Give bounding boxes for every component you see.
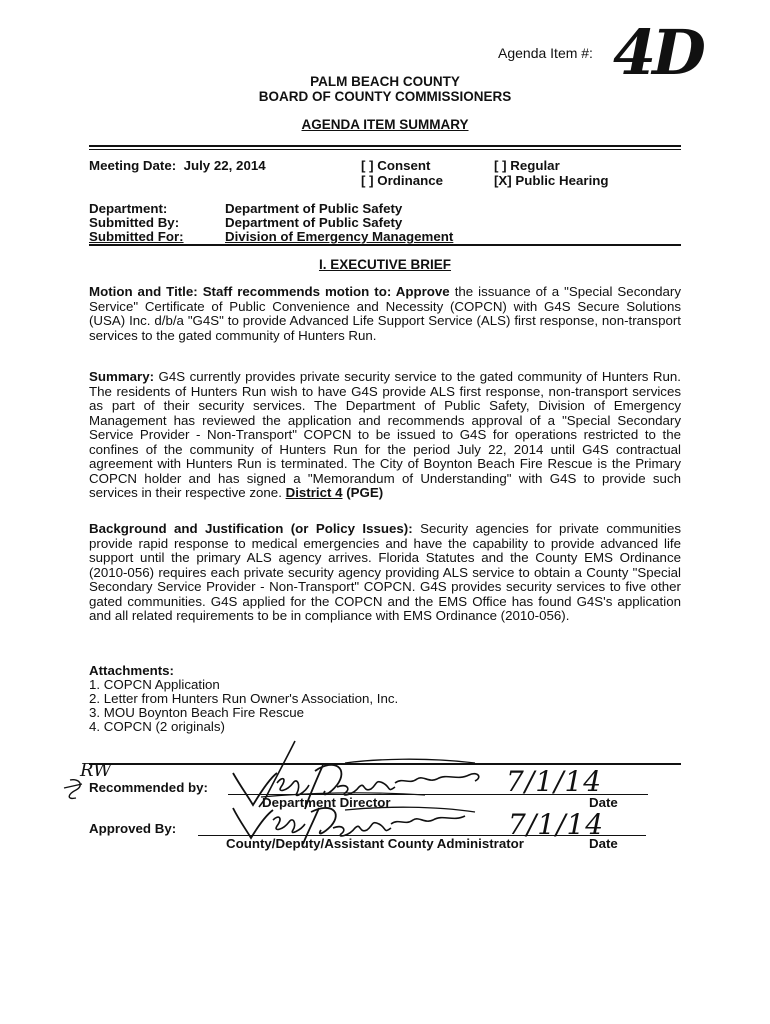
- department-value: Department of Public Safety: [225, 201, 403, 216]
- checkbox-public-hearing: [X] Public Hearing: [494, 173, 609, 188]
- recommended-date-handwritten: 7/1/14: [506, 765, 603, 798]
- district-label: District 4: [285, 485, 343, 500]
- meeting-date-label: Meeting Date:: [89, 158, 177, 173]
- date-caption: Date: [589, 836, 618, 851]
- checkbox-regular: [ ] Regular: [494, 158, 560, 173]
- submitted-for-label: Submitted For:: [89, 229, 184, 244]
- approved-date-handwritten: 7/1/14: [508, 808, 605, 841]
- section-heading: I. EXECUTIVE BRIEF: [318, 257, 452, 272]
- divider-mid: [89, 244, 681, 246]
- summary-paragraph: [89, 370, 681, 501]
- divider-top: [89, 145, 681, 147]
- submitted-by-value: Department of Public Safety: [225, 215, 403, 230]
- motion-and-title: [89, 285, 681, 343]
- summary-text: G4S currently provides private security service to the gated community of Hunters Run. The residents of Hunters Run wish to have G4S provide ALS first response, non-transport services as part of their security services. The Department of Public Safety, Division of Emergency Management has reviewed the application and recommends approval of a "Special Secondary Service Provider - Non-Transport" COPCN to be issued to G4S for operations restricted to the confines of the community of Hunters Run for the period July 22, 2014 until G4S contractual agreement with Hunters Run is terminated. The City of Boynton Beach Fire Rescue is the Primary COPCN holder and has signed a "Memorandum of Understanding" with G4S to provide such services in their respective zone.: [89, 369, 681, 500]
- meeting-date: [89, 159, 266, 174]
- approved-by-label: Approved By:: [89, 821, 177, 836]
- divider-top-2: [89, 149, 681, 150]
- board-name: BOARD OF COUNTY COMMISSIONERS: [258, 89, 512, 104]
- background-text: Security agencies for private communities provide rapid response to medical emergencies and have the capability to provide advanced life support until the primary ALS agency arrives. Florida Statutes and the County EMS Ordinance (2010-056) requires each private security agency providing ALS service to obtain a County "Special Secondary Service Provider - Non-Transport" COPCN. G4S provides security services to five other gated communities. G4S applied for the COPCN and the EMS Office has found G4S's application and all related requirements to be in compliance with EMS Ordinance (2010-056).: [89, 521, 681, 623]
- attachment-item: 2. Letter from Hunters Run Owner's Association, Inc.: [89, 691, 399, 706]
- recommended-by-label: Recommended by:: [89, 780, 208, 795]
- district-code: (PGE): [346, 485, 384, 500]
- date-caption: Date: [589, 795, 618, 810]
- initials-scribble: [62, 776, 88, 802]
- attachment-item: 4. COPCN (2 originals): [89, 719, 225, 734]
- summary-label: Summary:: [89, 369, 155, 384]
- page-title: AGENDA ITEM SUMMARY: [301, 117, 469, 132]
- background-label: Background and Justification (or Policy Issues):: [89, 521, 413, 536]
- checkbox-consent: [ ] Consent: [361, 158, 431, 173]
- handwritten-initials: RW: [80, 760, 112, 781]
- checkbox-ordinance: [ ] Ordinance: [361, 173, 444, 188]
- agenda-item-label: Agenda Item #:: [498, 45, 593, 61]
- attachment-item: 3. MOU Boynton Beach Fire Rescue: [89, 705, 305, 720]
- meeting-date-value: July 22, 2014: [183, 158, 266, 173]
- submitted-by-label: Submitted By:: [89, 215, 180, 230]
- department-label: Department:: [89, 201, 168, 216]
- administrator-caption: County/Deputy/Assistant County Administrator: [226, 836, 524, 851]
- motion-text: the issuance of a "Special Secondary Service" Certificate of Public Convenience and Necessity (COPCN) with G4S Secure Solutions (USA) Inc. d/b/a "G4S" to provide Advanced Life Support Service (ALS) first response, non-transport services to the gated community of Hunters Run.: [89, 284, 681, 343]
- county-name: PALM BEACH COUNTY: [310, 74, 460, 89]
- agenda-item-number-handwritten: 4D: [613, 16, 702, 89]
- motion-label: Motion and Title: Staff recommends motion to: Approve: [89, 284, 450, 299]
- director-caption: Department Director: [262, 795, 391, 810]
- approved-signature: [225, 795, 505, 858]
- attachment-item: 1. COPCN Application: [89, 677, 220, 692]
- attachments-heading: Attachments:: [89, 663, 174, 678]
- background-paragraph: [89, 522, 681, 624]
- submitted-for-value: Division of Emergency Management: [225, 229, 454, 244]
